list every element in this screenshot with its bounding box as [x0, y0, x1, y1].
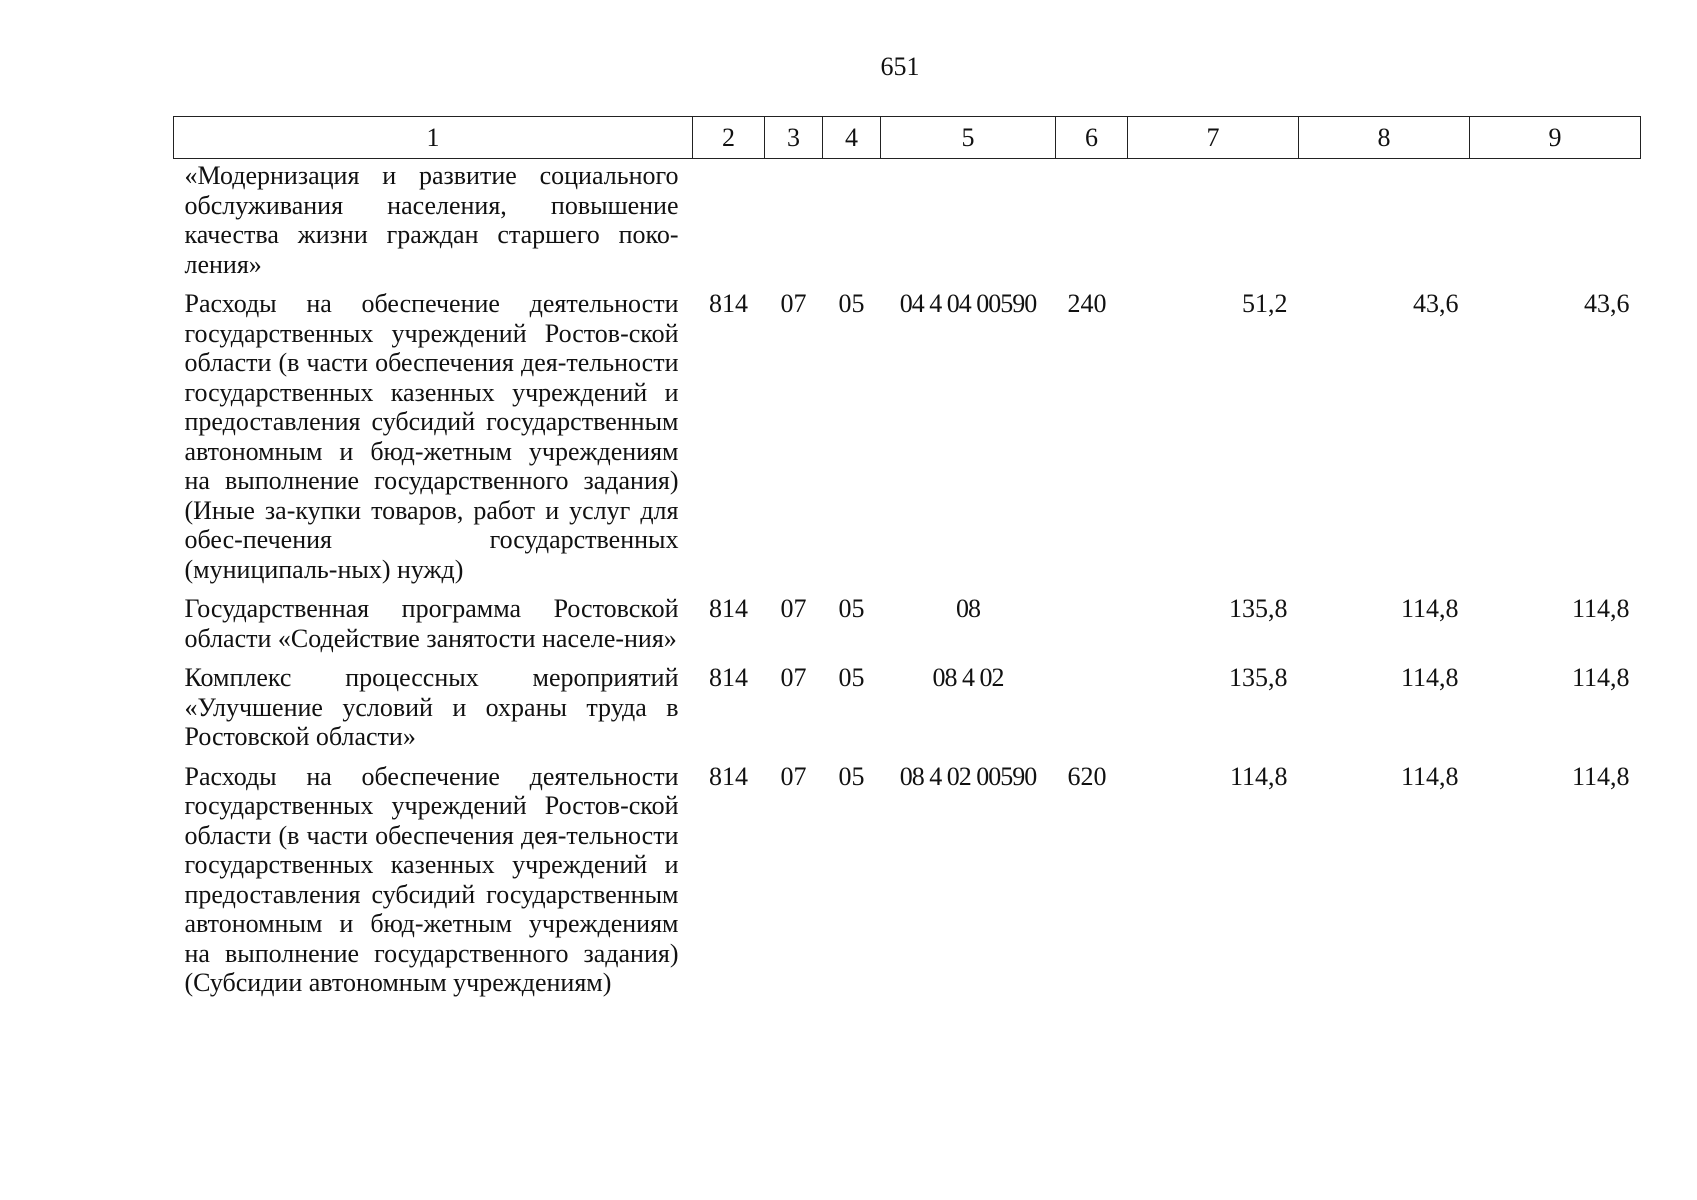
cell-col-9: 114,8 — [1571, 761, 1630, 791]
row-description: Расходы на обеспечение деятельности государственных учреждений Ростов-ской области (в части обеспечения дея-тельности государственных казенных учреждений и предоставления субсидий государственным автономным и бюд-жетным учреждениям на выполнение государственного задания) (Субсидии автономным учреждениям) — [184, 761, 679, 997]
cell-col-7: 51,2 — [1242, 289, 1288, 318]
cell-col-2 — [693, 159, 765, 280]
row-description: Расходы на обеспечение деятельности государственных учреждений Ростов-ской области (в части обеспечения дея-тельности государственных казенных учреждений и предоставления субсидий государственным автономным и бюд-жетным учреждениям на выполнение государственного задания) (Иные за-купки товаров, работ и услуг для обес-печения государственных (муниципаль-ных) нужд) — [184, 289, 679, 584]
cell-col-8: 114,8 — [1400, 663, 1459, 692]
column-header-8: 8 — [1299, 117, 1470, 159]
cell-col-7: 135,8 — [1229, 663, 1288, 692]
table-row — [174, 752, 1641, 998]
column-header-9: 9 — [1470, 117, 1641, 159]
cell-col-7 — [1128, 159, 1299, 280]
cell-col-8: 43,6 — [1413, 289, 1459, 318]
page-number: 651 — [880, 52, 920, 81]
cell-col-9: 114,8 — [1571, 663, 1630, 692]
cell-col-5: 08 — [956, 594, 980, 623]
row-description: Комплекс процессных мероприятий «Улучшение условий и охраны труда в Ростовской области» — [184, 663, 679, 751]
cell-col-2: 814 — [709, 761, 748, 791]
column-header-5: 5 — [881, 117, 1056, 159]
column-header-6: 6 — [1056, 117, 1128, 159]
column-header-3: 3 — [765, 117, 823, 159]
cell-col-4: 05 — [838, 761, 865, 791]
cell-col-4: 05 — [838, 594, 865, 623]
cell-col-2: 814 — [709, 594, 748, 623]
cell-col-6: 240 — [1067, 289, 1107, 318]
cell-col-9: 43,6 — [1584, 289, 1630, 318]
cell-col-3: 07 — [780, 289, 807, 318]
cell-col-3: 07 — [780, 663, 807, 692]
cell-col-9: 114,8 — [1571, 594, 1630, 623]
cell-col-9 — [1470, 159, 1641, 280]
cell-col-2: 814 — [709, 289, 748, 318]
cell-col-5: 08 4 02 — [932, 663, 1004, 692]
column-header-4: 4 — [823, 117, 881, 159]
cell-col-7: 114,8 — [1229, 761, 1288, 791]
header-row — [174, 117, 1641, 159]
cell-col-6: 620 — [1067, 761, 1107, 791]
budget-table — [173, 116, 1641, 998]
table-row — [174, 584, 1641, 653]
row-description: «Модернизация и развитие социального обслуживания населения, повышение качества жизни граждан старшего поко-ления» — [184, 161, 679, 279]
cell-col-5: 04 4 04 00590 — [899, 289, 1037, 318]
table-row — [174, 279, 1641, 584]
cell-col-5 — [881, 159, 1056, 280]
cell-col-3: 07 — [780, 761, 807, 791]
cell-col-3 — [765, 159, 823, 280]
cell-col-6 — [1056, 584, 1128, 653]
cell-col-6 — [1056, 159, 1128, 280]
cell-col-4: 05 — [838, 289, 865, 318]
table-row — [174, 159, 1641, 280]
cell-col-4: 05 — [838, 663, 865, 692]
cell-col-6 — [1056, 653, 1128, 752]
column-header-7: 7 — [1128, 117, 1299, 159]
cell-col-3: 07 — [780, 594, 807, 623]
cell-col-4 — [823, 159, 881, 280]
cell-col-8 — [1299, 159, 1470, 280]
table-row — [174, 653, 1641, 752]
column-header-2: 2 — [693, 117, 765, 159]
cell-col-8: 114,8 — [1400, 761, 1459, 791]
cell-col-2: 814 — [709, 663, 748, 692]
cell-col-5: 08 4 02 00590 — [899, 761, 1037, 791]
cell-col-8: 114,8 — [1400, 594, 1459, 623]
column-header-1: 1 — [174, 117, 693, 159]
row-description: Государственная программа Ростовской области «Содействие занятости населе-ния» — [184, 594, 679, 653]
cell-col-7: 135,8 — [1229, 594, 1288, 623]
